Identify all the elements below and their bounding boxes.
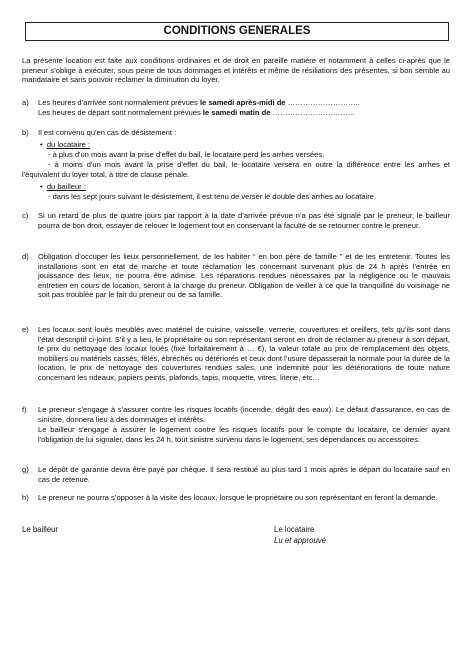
clause-b-bullet1-item2: - à moins d'un mois avant la prise d'effet du bail, le locataire versera en outre la différence entre les arrhes et l'équivalent du loyer total, à titre de clause pénale. (22, 160, 450, 179)
clause-d-text: Obligation d’occuper les lieux personnellement, de les habiter “ en bon père de famille ” et de les entretenir. Toutes les installations sont en état de marche et toute réclamation les concernant survenant plus de 24 h après l’entrée en jouissance des lieux, ne pourra être admise. Les réparations rendues nécessaires par la négligence ou le mauvais entretien en cours de location, seront à la charge du preneur. Obligation de veiller à ce que la tranquillité du voisinage ne soit pas troublée par le fait du preneur ou de sa famille. (38, 252, 450, 300)
clause-a-line1-bold: le samedi après-midi de (199, 98, 286, 107)
clause-f-text2: Le bailleur s'engage à assurer le logement contre les risques locatifs pour le compte du locataire, ce dernier ayant l'obligation de lui signaler, dans les 24 h, tout sinistre survenu dans le logement, ses dépendances ou accessoires. (38, 425, 450, 444)
bullet-dot-icon: • (40, 182, 47, 191)
clause-d-letter: d) (22, 252, 29, 261)
clause-b-bullet2-label: du bailleur : (46, 182, 86, 191)
clause-b-intro: Il est convenu qu'en cas de désistement : (38, 128, 177, 137)
clause-c-text: Si un retard de plus de quatre jours par rapport à la date d’arrivée prévue n’a pas été signalé par le preneur, le bailleur pourra de bon droit, essayer de relouer le logement tout en conservant la faculté de se retourner contre le preneur. (38, 211, 450, 230)
clause-b-bullet1 (40, 140, 90, 150)
clause-b-bullet1-label: du locataire : (46, 140, 91, 149)
clause-a-line1 (38, 98, 450, 108)
clause-c-letter: c) (22, 211, 29, 220)
clause-e-text: Les locaux sont loués meublés avec matériel de cuisine, vaisselle, verrerie, couvertures et oreillers, tels qu’ils sont dans l’état descriptif ci-joint. S’il y a lieu, le propriétaire ou son représentant seront en droit de réclamer au preneur à son départ, le prix du nettoyage des locaux loués (fixé forfaitairement à … €), la valeur totale au prix de remplacement des objets, mobiliers ou matériels cassés, fêlés, ébréchés ou détériorés et ceux dont l’usure dépasserait la normale pour la durée de la location, le prix de nettoyage des couvertures rendues sales, une indemnité pour les détériorations de toute nature concernant les rideaux, papiers peints, plafonds, tapis, moquette, vitres, literie, etc… (38, 325, 450, 382)
document-title: CONDITIONS GENERALES (25, 22, 449, 41)
clause-f-text1: Le preneur s'engage à s'assurer contre les risques locatifs (incendie, dégât des eaux). Le défaut d'assurance, en cas de sinistre, donnera lieu à des dommages et intérêts. (38, 405, 450, 424)
clause-g-letter: g) (22, 465, 29, 474)
clause-a-line2-text: Les heures de départ sont normalement prévues (38, 108, 203, 117)
signature-lu-approuve: Lu et approuvé (274, 536, 327, 545)
clause-a-line2 (38, 108, 450, 118)
signature-bailleur: Le bailleur (22, 525, 58, 534)
bullet-dot-icon: • (40, 140, 47, 149)
clause-a-line1-dots: ……………………….. (285, 98, 360, 107)
clause-b-bullet2 (40, 182, 86, 192)
clause-b-bullet2-item1: - dans les sept jours suivant le désistement, il est tenu de verser le double des arrhes au locataire. (48, 192, 377, 201)
clause-h-letter: h) (22, 493, 29, 502)
clause-b-bullet1-item1: - à plus d'un mois avant la prise d'effet du bail, le locataire perd les arrhes versées, (48, 150, 325, 159)
clause-a-line2-bold: le samedi matin de (202, 108, 271, 117)
clause-h-text: Le preneur ne pourra s’opposer à la visite des locaux, lorsque le propriétaire ou son représentant en feront la demande. (38, 493, 438, 502)
clause-a-line2-dots: …………………………... (270, 108, 355, 117)
clause-a-line1-text: Les heures d’arrivée sont normalement prévues (38, 98, 200, 107)
clause-e-letter: e) (22, 325, 29, 334)
clause-f-letter: f) (22, 405, 27, 414)
clause-g-text: Le dépôt de garantie devra être payé par chèque. Il sera restitué au plus tard 1 mois après le départ du locataire sauf en cas de retenue. (38, 465, 450, 484)
intro-paragraph: La présente location est faite aux conditions ordinaires et de droit en pareille matière et notamment à celles ci-après que le preneur s’oblige à exécuter, sous peine de tous dommages et intérêts et même de résiliations des présentes, si bon semble au mandataire et sans pouvoir réclamer la diminution du loyer. (22, 56, 450, 85)
clause-a-letter: a) (22, 98, 29, 107)
clause-b-letter: b) (22, 128, 29, 137)
signature-locataire: Le locataire (274, 525, 315, 534)
